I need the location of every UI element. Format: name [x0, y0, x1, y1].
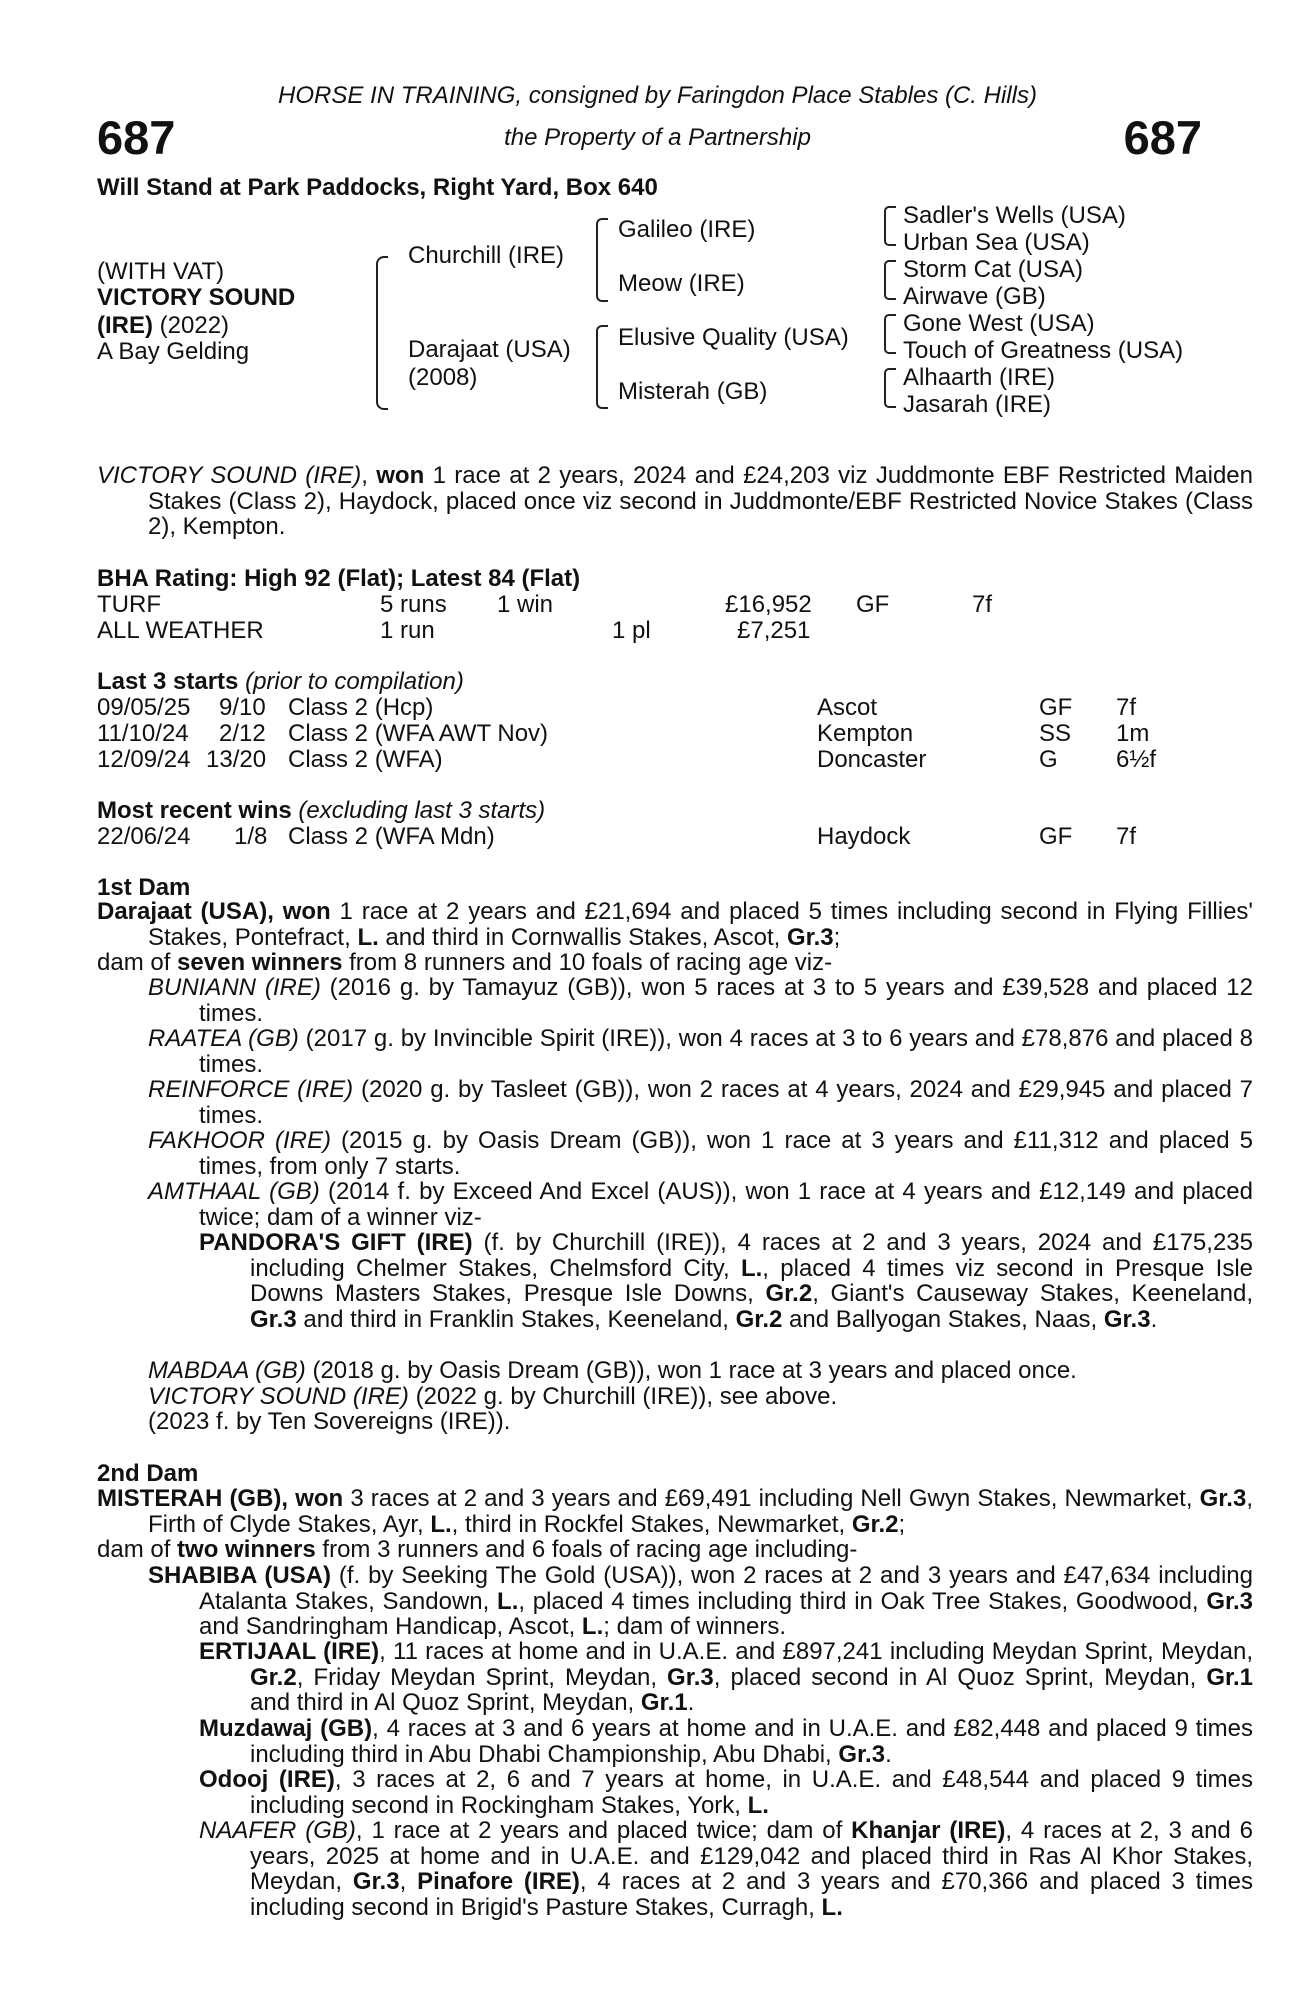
group-mark: Gr.3 [1103, 1305, 1151, 1333]
pedigree-dam-sire: Elusive Quality (USA) [618, 324, 849, 351]
produce-text: and Ballyogan Stakes, Naas, [782, 1305, 1104, 1333]
start-course: Ascot [817, 694, 878, 721]
group-mark: Gr.1 [1206, 1663, 1254, 1691]
list-item [148, 1128, 1253, 1179]
lot-number-left: 687 [97, 111, 176, 164]
produce-text: , placed second in Al Quoz Sprint, Meydan, [713, 1663, 1207, 1691]
produce-text: , 3 races at 2, 6 and 7 years at home, in U.A.E. and £48,544 and placed 9 times including second in Rockingham Stakes, York, [250, 1766, 1253, 1819]
produce-text: (2014 f. by Exceed And Excel (AUS)), won 1 race at 4 years and £12,149 and placed twice; dam of a winner viz- [199, 1178, 1253, 1231]
start-course: Doncaster [817, 746, 927, 773]
start-going: G [1039, 746, 1058, 773]
group-mark: Gr.3 [352, 1868, 400, 1895]
start-going: SS [1039, 720, 1072, 747]
pedigree-brace-g1 [884, 206, 896, 246]
aw-label: ALL WEATHER [97, 617, 264, 644]
produce-text: , 4 races at 3 and 6 years at home and in U.A.E. and £82,448 and placed 9 times including third in Abu Dhabi Championship, Abu Dhabi, [250, 1715, 1254, 1768]
pedigree-g4: Airwave (GB) [903, 283, 1046, 310]
produce-text: , 4 races at 2, 3 and 6 years, 2025 at home and in U.A.E. and £129,042 and placed third in Ras Al Khor Stakes, Meydan, [250, 1817, 1253, 1895]
first-dam-text: 1 race at 2 years and £21,694 and placed 5 times including second in Flying Fillies' Stakes, Pontefract, [148, 898, 1254, 951]
turf-dist: 7f [972, 591, 993, 618]
pedigree-g2: Urban Sea (USA) [903, 229, 1090, 256]
win-position: 1/8 [234, 823, 268, 850]
list-item [148, 1026, 1253, 1077]
produce-text: . [885, 1740, 892, 1768]
list-item [148, 1563, 1253, 1640]
produce-text: , [399, 1868, 418, 1895]
produce-name: NAAFER (GB) [199, 1817, 356, 1844]
second-dam-heading: 2nd Dam [97, 1460, 199, 1487]
produce-text: , placed 4 times viz second in Presque Isle Downs Masters Stakes, Presque Isle Downs, [250, 1254, 1253, 1307]
pedigree-brace-dam [596, 325, 608, 409]
horse-description: A Bay Gelding [97, 338, 250, 365]
start-race: Class 2 (WFA) [288, 746, 443, 773]
start-course: Kempton [817, 720, 914, 747]
winners-count: seven winners [177, 949, 343, 976]
produce-name: PANDORA'S GIFT (IRE) [199, 1229, 473, 1256]
consignor-line: HORSE IN TRAINING, consigned by Faringdon Place Stables (C. Hills) [278, 82, 1037, 109]
turf-wins: 1 win [497, 591, 554, 618]
produce-name: Pinafore (IRE) [417, 1868, 580, 1895]
produce-text: . [1150, 1305, 1158, 1333]
last3-heading: Last 3 starts [97, 668, 239, 695]
list-item [148, 1077, 1253, 1128]
produce-name: VICTORY SOUND (IRE) [148, 1383, 409, 1410]
list-item [148, 1384, 1253, 1410]
first-dam-name: Darajaat (USA), won [97, 898, 331, 925]
produce-text: (2022 g. by Churchill (IRE)), see above. [408, 1383, 838, 1410]
race-summary: VICTORY SOUND (IRE), won 1 race at 2 years, 2024 and £24,203 viz Juddmonte EBF Restricted Maiden Stakes (Class 2), Haydock, placed once viz second in Juddmonte/EBF Restricted Novice Stakes (Class 2), Kempton. [97, 462, 1253, 540]
produce-intro-text: dam of [97, 949, 178, 976]
recent-heading: Most recent wins [97, 797, 292, 824]
produce-intro-text: from 8 runners and 10 foals of racing age viz- [342, 949, 833, 976]
produce-name: BUNIANN (IRE) [148, 974, 321, 1001]
group-mark: Gr.2 [735, 1305, 783, 1333]
start-race: Class 2 (WFA AWT Nov) [288, 720, 549, 747]
group-mark: Gr.3 [838, 1740, 886, 1768]
start-going: GF [1039, 694, 1073, 721]
produce-name: MABDAA (GB) [148, 1357, 306, 1384]
pedigree-brace-main [376, 256, 388, 410]
second-dam-text: , Firth of Clyde Stakes, Ayr, [148, 1485, 1253, 1538]
pedigree-g5: Gone West (USA) [903, 310, 1095, 337]
produce-intro-text: dam of [97, 1536, 178, 1563]
pedigree-g7: Alhaarth (IRE) [903, 364, 1056, 391]
pedigree-dam-year: (2008) [408, 364, 478, 391]
horse-year: (2022) [153, 312, 230, 339]
listed-mark: L. [747, 1791, 769, 1819]
start-date: 12/09/24 [97, 746, 191, 773]
start-position: 9/10 [219, 694, 266, 721]
group-mark: Gr.2 [765, 1280, 813, 1307]
recent-heading-line [97, 797, 545, 825]
produce-text: (2016 g. by Tamayuz (GB)), won 5 races at 3 to 5 years and £39,528 and placed 12 times. [199, 974, 1253, 1027]
produce-text: (f. by Churchill (IRE)), 4 races at 2 and 3 years, 2024 and £175,235 including Chelmer Stakes, Chelmsford City, [250, 1229, 1253, 1282]
list-item [199, 1767, 1253, 1818]
win-going: GF [1039, 823, 1073, 850]
turf-going: GF [856, 591, 890, 618]
vat-note: (WITH VAT) [97, 258, 225, 285]
listed-mark: L. [430, 1510, 452, 1538]
produce-text: , 4 races at 2 and 3 years and £70,366 and placed 3 times including second in Brigid's Pasture Stakes, Curragh, [250, 1868, 1254, 1921]
win-race: Class 2 (WFA Mdn) [288, 823, 495, 850]
second-dam-text: ; [898, 1510, 906, 1538]
bha-rating-heading: BHA Rating: High 92 (Flat); Latest 84 (Flat) [97, 565, 581, 592]
produce-text: (2017 g. by Invincible Spirit (IRE)), won 4 races at 3 to 6 years and £78,876 and placed 8 times. [199, 1025, 1253, 1078]
aw-prize: £7,251 [737, 617, 811, 644]
produce-text: ; dam of winners. [603, 1613, 786, 1640]
produce-text: (2020 g. by Tasleet (GB)), won 2 races at 4 years, 2024 and £29,945 and placed 7 times. [199, 1076, 1254, 1129]
lot-number-right: 687 [1123, 111, 1202, 164]
pedigree-sire-dam: Meow (IRE) [618, 270, 745, 297]
property-line: the Property of a Partnership [504, 124, 811, 151]
start-distance: 6½f [1116, 746, 1157, 773]
pedigree-brace-sire [596, 218, 608, 302]
produce-text: and third in Al Quoz Sprint, Meydan, [250, 1689, 641, 1716]
second-dam-produce-intro [97, 1537, 1202, 1563]
last3-heading-line [97, 668, 464, 696]
first-dam-text: ; [833, 923, 841, 951]
listed-mark: L. [357, 923, 379, 951]
second-dam-name: MISTERAH (GB), won [97, 1485, 344, 1512]
produce-name: AMTHAAL (GB) [148, 1178, 320, 1205]
list-item [148, 1179, 1253, 1230]
horse-name-line2 [97, 312, 229, 340]
produce-text: , 11 races at home and in U.A.E. and £897,241 including Meydan Sprint, Meydan, [379, 1638, 1253, 1665]
pedigree-brace-g3 [884, 314, 896, 354]
group-mark: Gr.3 [1199, 1485, 1247, 1512]
win-course: Haydock [817, 823, 911, 850]
horse-name: VICTORY SOUND [97, 284, 296, 311]
produce-name: Odooj (IRE) [199, 1766, 335, 1793]
win-distance: 7f [1116, 823, 1137, 850]
list-item [199, 1639, 1253, 1716]
produce-name: RAATEA (GB) [148, 1025, 299, 1052]
winners-count: two winners [177, 1536, 316, 1563]
produce-text: (f. by Seeking The Gold (USA)), won 2 races at 2 and 3 years and £47,634 including Atalanta Stakes, Sandown, [199, 1562, 1253, 1615]
group-mark: Gr.1 [640, 1689, 688, 1716]
pedigree-dam-dam: Misterah (GB) [618, 378, 768, 405]
pedigree-sire-sire: Galileo (IRE) [618, 216, 756, 243]
group-mark: Gr.3 [786, 923, 834, 951]
start-position: 13/20 [206, 746, 267, 773]
horse-suffix: (IRE) [97, 312, 153, 339]
produce-text: , Giant's Causeway Stakes, Keeneland, [812, 1280, 1253, 1307]
produce-name: ERTIJAAL (IRE) [199, 1638, 380, 1665]
start-date: 11/10/24 [97, 720, 189, 747]
group-mark: Gr.2 [250, 1663, 297, 1691]
produce-text: . [687, 1689, 695, 1716]
pedigree-g8: Jasarah (IRE) [903, 391, 1052, 418]
listed-mark: L. [581, 1613, 604, 1640]
group-mark: Gr.2 [851, 1510, 899, 1538]
win-date: 22/06/24 [97, 823, 191, 850]
first-dam-heading: 1st Dam [97, 874, 191, 901]
produce-text: and Sandringham Handicap, Ascot, [199, 1613, 582, 1640]
summary-horse-name: VICTORY SOUND (IRE) [97, 462, 362, 489]
pedigree-g1: Sadler's Wells (USA) [903, 202, 1126, 229]
produce-text: and third in Franklin Stakes, Keeneland, [296, 1305, 736, 1333]
list-item: (2023 f. by Ten Sovereigns (IRE)). [148, 1408, 511, 1435]
second-dam-text: , third in Rockfel Stakes, Newmarket, [451, 1510, 852, 1538]
group-mark: Gr.3 [1206, 1587, 1254, 1615]
second-dam-record [97, 1486, 1253, 1537]
produce-name: Khanjar (IRE) [851, 1817, 1006, 1844]
stall-location: Will Stand at Park Paddocks, Right Yard, Box 640 [97, 174, 658, 201]
start-date: 09/05/25 [97, 694, 191, 721]
produce-name: FAKHOOR (IRE) [148, 1127, 331, 1154]
produce-name: REINFORCE (IRE) [148, 1076, 354, 1103]
pedigree-sire: Churchill (IRE) [408, 242, 565, 269]
listed-mark: L. [497, 1587, 519, 1615]
turf-runs: 5 runs [380, 591, 447, 618]
start-distance: 7f [1116, 694, 1137, 721]
second-dam-text: 3 races at 2 and 3 years and £69,491 including Nell Gwyn Stakes, Newmarket, [343, 1485, 1200, 1512]
produce-text: (2018 g. by Oasis Dream (GB)), won 1 race at 3 years and placed once. [305, 1357, 1077, 1384]
produce-text: (2015 g. by Oasis Dream (GB)), won 1 race at 3 years and £11,312 and placed 5 times, from only 7 starts. [199, 1127, 1253, 1180]
produce-text: , placed 4 times including third in Oak Tree Stakes, Goodwood, [518, 1587, 1207, 1615]
recent-note: (excluding last 3 starts) [291, 797, 546, 824]
summary-text: 1 race at 2 years, 2024 and £24,203 viz Juddmonte EBF Restricted Maiden Stakes (Class 2), Haydock, placed once viz second in Juddmonte/EBF Restricted Novice Stakes (Class 2), Kempton. [148, 462, 1253, 540]
produce-intro-text: from 3 runners and 6 foals of racing age including- [315, 1536, 858, 1563]
list-item [199, 1716, 1253, 1767]
list-item [199, 1818, 1253, 1920]
pedigree-g3: Storm Cat (USA) [903, 256, 1084, 283]
pedigree-g6: Touch of Greatness (USA) [903, 337, 1184, 364]
last3-note: (prior to compilation) [238, 668, 464, 695]
aw-places: 1 pl [612, 617, 651, 644]
start-position: 2/12 [219, 720, 266, 747]
pedigree-dam: Darajaat (USA) [408, 336, 571, 363]
listed-mark: L. [821, 1893, 843, 1921]
summary-won: won [376, 462, 425, 489]
produce-text: , 1 race at 2 years and placed twice; dam of [355, 1817, 852, 1844]
turf-prize: £16,952 [725, 591, 812, 618]
first-dam-text: and third in Cornwallis Stakes, Ascot, [378, 923, 787, 951]
group-mark: Gr.3 [250, 1305, 297, 1333]
pedigree-brace-g2 [884, 260, 896, 300]
start-race: Class 2 (Hcp) [288, 694, 434, 721]
first-dam-produce-intro [97, 950, 1202, 976]
listed-mark: L. [740, 1254, 763, 1282]
list-item [148, 975, 1253, 1026]
list-item [148, 1358, 1253, 1384]
list-item [199, 1230, 1253, 1332]
group-mark: Gr.3 [667, 1663, 714, 1691]
turf-label: TURF [97, 591, 161, 618]
start-distance: 1m [1116, 720, 1150, 747]
produce-text: , Friday Meydan Sprint, Meydan, [296, 1663, 668, 1691]
produce-name: SHABIBA (USA) [148, 1562, 331, 1589]
aw-runs: 1 run [380, 617, 435, 644]
first-dam-record [97, 899, 1253, 950]
pedigree-brace-g4 [884, 368, 896, 408]
produce-name: Muzdawaj (GB) [199, 1715, 373, 1742]
